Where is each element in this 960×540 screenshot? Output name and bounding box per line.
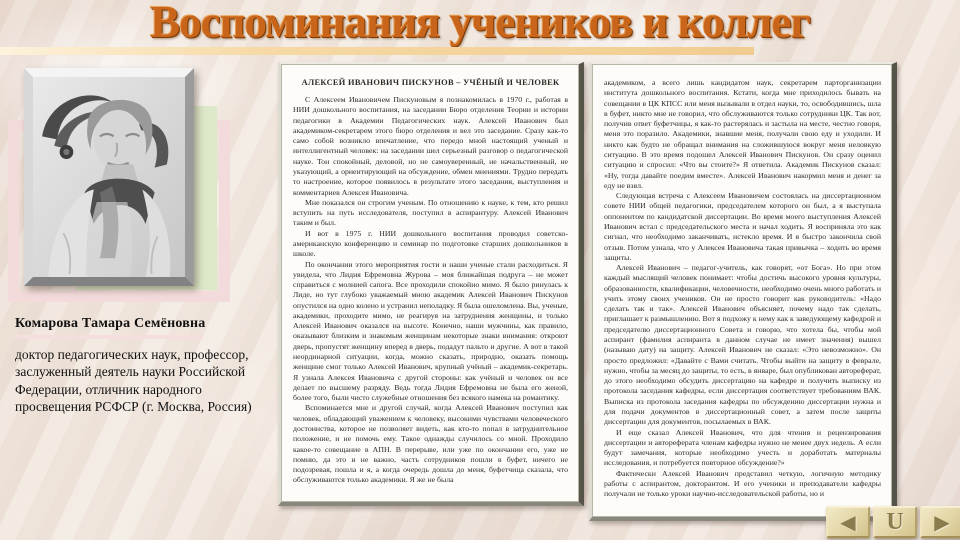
memoir-paragraph: Алексей Иванович – педагог-учитель, как говорят, «от Бога». Но при этом каждый мыслящий человек понимает: чтобы достичь высокого уровня культуры, образованности, квалификации, человечности, необходимо очень много работать и учить этому своих учеников. Он не просто говорит как руководитель: «Надо сделать так и так». Алексей Иванович объясняет, почему надо так сделать, приглашает к размышлению. Вот я подхожу к нему как к заведующему кафедрой и председателю диссертационного Совета и говорю, что хотела бы, чтобы мой аспирант (фамилия аспиранта в данном случае не имеет значения) вышел (называю дату) на защиту. Алексей Иванович не сказал: «Это невозможно». Он просто предложил: «Давайте с Вами считать. Чтобы выйти на защиту в феврале, нужно, чтобы за месяц до защиты, то есть, в январе, был опубликован автореферат, до этого необходимо обсудить диссертацию на кафедре и получить выписку из протокола заседания кафедры, если диссертация соответствует требованиям ВАК. Выписка из протокола заседания кафедры по обсуждению диссертации нужна и для подачи документов в диссертационный совет, а затем после защиты диссертации для документов, посылаемых в ВАК. bbox=[604, 263, 881, 427]
memoir-paragraph: С Алексеем Ивановичем Пискуновым я познакомилась в 1970 г., работая в НИИ дошкольного воспитания, на заседании Бюро отделения Теории и истории педагогики в Академии Педагогических наук. Алексей Иванович был академиком-секретарем этого бюро отделения и вел это заседание. Сразу как-то само собой возникло впечатление, что передо мной настоящий ученый и интеллигентный человек: на заседании шел серьезный разговор о педагогической науке. Тон спокойный, деловой, но не самоуверенный, не начальственный, не указующий, а ориентирующий на обсуждение, обмен мнениями. Трудно передать то настроение, которое появилось в результате этого заседания, выступления и комментариев Алексея Ивановича. bbox=[293, 95, 568, 197]
memoir-paragraph: академиком, а всего лишь кандидатом наук, секретарем парторганизации института дошкольного воспитания. Кстати, когда мне приходилось бывать на совещании в ЦК КПСС или меня вызывали в отдел науки, то, освободившись, шла в буфет, никто мне не говорил, что обслуживаются только сотрудники ЦК. Так вот, получив ответ буфетчицы, я как-то растерялась и застыла на месте, честно говоря, меня это поразило. Академики, знавшие меня, получали свою еду и уходили. И никто как будто не обращал внимания на сложившуюся вокруг меня неловкую ситуацию. В это время подошел Алексей Иванович Пискунов. Он сразу оценил ситуацию и спросил: «Что вы стоите?» Я ответила. Академик Пискунов сказал: «Ну, тогда давайте поедим вместе». Алексей Иванович накормил меня и денег за еду не взял. bbox=[604, 78, 881, 190]
memoir-paragraph: Следующая встреча с Алексеем Ивановичем состоялась на диссертационном совете НИИ общей педагогики, председателем которого он был, а я выступала оппонентом по кандидатской диссертации. Во время моего выступления Алексей Иванович встал с председательского места и начал ходить. Я восприняла это как сигнал, что необходимо заканчивать, истекло время. И я быстро закончила свой отзыв. Потом узнала, что у Алексея Ивановича такая привычка – ходить во время защиты. bbox=[604, 191, 881, 262]
memoir-page-right bbox=[589, 62, 897, 521]
forward-button[interactable] bbox=[920, 506, 960, 538]
memoir-paragraph: И еще сказал Алексей Иванович, что для чтения и рецензирования диссертации и автореферата членам кафедры нужно не менее двух недель. А если будут замечания, которые необходимо учесть и доработать материалы исследования, и потребуется повторное обсуждение?» bbox=[604, 427, 881, 468]
portrait-photo bbox=[24, 68, 194, 286]
title-underline-bar bbox=[0, 47, 754, 55]
back-button[interactable] bbox=[826, 506, 870, 538]
memoir-paragraph: Вспоминается мне и другой случай, когда Алексей Иванович поступил как человек, обладающий уважением к человеку, высокими чувствами человеческого достоинства, которое не позволяет видеть, как кто-то попал в затруднительное положение, и не помочь ему. Такое однажды случилось со мной. Проходило какое-то совещание в АПН. В перерыве, или уже по окончании его, уже не помню, да это и не важно, часть сотрудников пошли в буфет, ничего не подозревая, пошла и я, а когда очередь дошла до меня, буфетчица сказала, что обслуживаются только академики. Я же не была bbox=[293, 403, 568, 485]
memoir-page-left bbox=[278, 62, 584, 506]
memoir-paragraph: И вот в 1975 г. НИИ дошкольного воспитания проводил советско-американскую конференцию и семинар по подготовке старших дошкольников в школе. bbox=[293, 228, 568, 259]
profile-photo-zone bbox=[0, 60, 270, 360]
return-button[interactable] bbox=[873, 506, 917, 538]
person-credentials: доктор педагогических наук, профессор, заслуженный деятель науки Российской Федерации, отличник народного просвещения РСФСР (г. Москва, Россия) bbox=[15, 347, 252, 414]
name-underline-bar bbox=[15, 335, 203, 339]
memoir-paragraph: По окончании этого мероприятия гости и наши ученые стали расходиться. Я увидела, что Лидия Ефремовна Журова – моя ближайшая подруга – не может справиться с молнией сапога. Все проходили спокойно мимо. Я было ринулась к Лиде, но тут глубоко уважаемый мною академик Алексей Иванович Пискунов опустился на одно колено и устранил неполадку. Я была ошеломлена. Вы, ученые, академики, проходите мимо, не реагируя на затруднения женщины, и только Алексей Иванович оказался на высоте. Конечно, наши мужчины, как правило, оказывают близким и знакомым женщинам некоторые знаки внимания: откроют дверь, пропустят женщину вперед в дверь, подадут пальто и другие. А вот в такой неординарной ситуации, когда, можно сказать, природно, оказать помощь женщине смог только Алексей Иванович, крупный учёный – академик-секретарь. Я узнала Алексея Ивановича с другой стороны: как учёный и человек он все делает по высшему разряду. Ведь тогда Лидия Ефремовна не была его женой, более того, были чисто служебные отношения без всякого намека на романтику. bbox=[293, 259, 568, 403]
memoir-paragraph: Мне показался он строгим ученым. По отношению к науке, к тем, кто решил вступить на путь исследователя, поступил в аспирантуру. Алексей Иванович таким и был. bbox=[293, 197, 568, 228]
memoir-paragraph: Фактически Алексей Иванович представил четкую, логичную методику работы с аспирантом, докторантом. И его ученики и преподаватели кафедры получали не только уроки научно-исследовательской работы, но и bbox=[604, 468, 881, 499]
portrait-photo-image bbox=[33, 77, 185, 277]
back-arrow-icon: ◀ bbox=[840, 510, 856, 534]
memoir-heading: АЛЕКСЕЙ ИВАНОВИЧ ПИСКУНОВ – УЧЁНЫЙ И ЧЕЛОВЕК bbox=[301, 78, 560, 87]
page-title: Воспоминания учеников и коллег bbox=[150, 0, 810, 47]
return-u-icon: U bbox=[886, 509, 904, 535]
person-name: Комарова Тамара Семёновна bbox=[15, 316, 206, 331]
profile-caption bbox=[15, 316, 271, 415]
forward-arrow-icon: ▶ bbox=[934, 510, 950, 534]
